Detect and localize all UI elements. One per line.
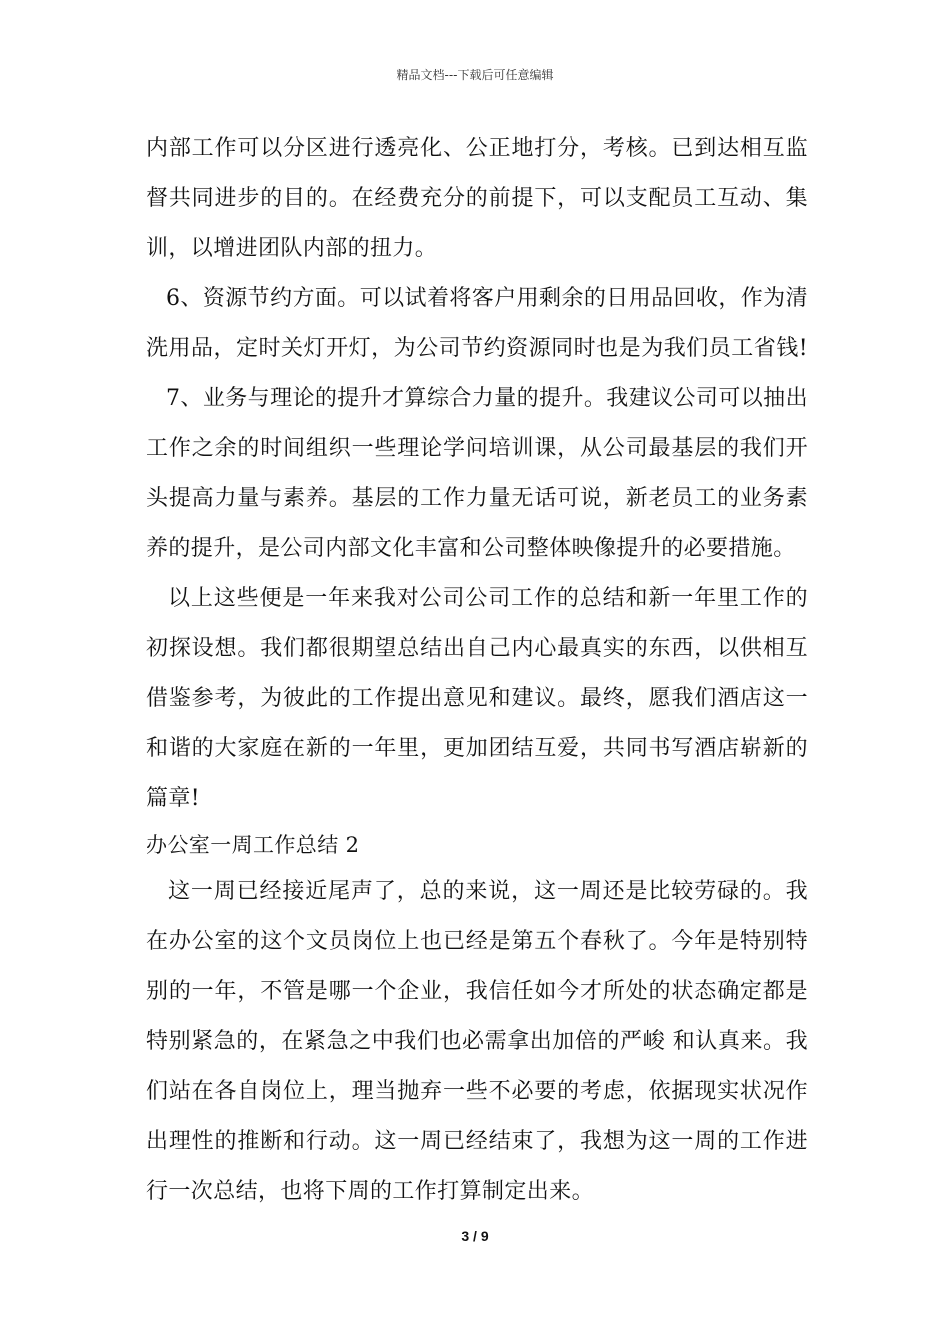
- text-line: 篇章!: [146, 786, 201, 811]
- text-line: 借鉴参考，为彼此的工作提出意见和建议。最终，愿我们酒店这一: [146, 686, 808, 711]
- text-line: 们站在各自岗位上，理当抛弃一些不必要的考虑，依据现实状况作: [146, 1079, 808, 1104]
- page-header: 精品文档---下载后可任意编辑: [396, 68, 554, 82]
- text-line: 这一周已经接近尾声了，总的来说，这一周还是比较劳碌的。我: [168, 879, 808, 904]
- paragraph: [146, 574, 808, 824]
- text-line: 和谐的大家庭在新的一年里，更加团结互爱，共同书写酒店崭新的: [146, 736, 808, 761]
- paragraph: [146, 274, 808, 374]
- text-line: 特别紧急的，在紧急之中我们也必需拿出加倍的严峻 和认真来。我: [146, 1029, 808, 1054]
- text-line: 别的一年，不管是哪一个企业，我信任如今才所处的状态确定都是: [146, 979, 808, 1004]
- text-line: 以上这些便是一年来我对公司公司工作的总结和新一年里工作的: [168, 586, 808, 611]
- text-line: 工作之余的时间组织一些理论学问培训课，从公司最基层的我们开: [146, 436, 808, 461]
- page-number: 3 / 9: [461, 1228, 489, 1244]
- text-line: 督共同进步的目的。在经费充分的前提下，可以支配员工互动、集: [146, 186, 808, 211]
- text-line: 洗用品，定时关灯开灯，为公司节约资源同时也是为我们员工省钱!: [146, 336, 808, 361]
- text-line: 行一次总结，也将下周的工作打算制定出来。: [146, 1179, 595, 1204]
- text-line: 7、业务与理论的提升才算综合力量的提升。我建议公司可以抽出: [166, 386, 808, 411]
- text-line: 6、资源节约方面。可以试着将客户用剩余的日用品回收，作为清: [166, 286, 808, 311]
- paragraph: [146, 374, 808, 574]
- text-line: 训，以增进团队内部的扭力。: [146, 236, 438, 261]
- text-line: 初探设想。我们都很期望总结出自己内心最真实的东西，以供相互: [146, 636, 808, 661]
- text-line: 头提高力量与素养。基层的工作力量无话可说，新老员工的业务素: [146, 486, 808, 511]
- paragraph: [146, 124, 808, 274]
- document-body: [146, 124, 808, 1217]
- paragraph: [146, 867, 808, 1217]
- text-line: 内部工作可以分区进行透亮化、公正地打分，考核。已到达相互监: [146, 136, 808, 161]
- section-heading: 办公室一周工作总结 2: [146, 833, 360, 857]
- text-line: 养的提升，是公司内部文化丰富和公司整体映像提升的必要措施。: [146, 536, 796, 561]
- text-line: 在办公室的这个文员岗位上也已经是第五个春秋了。今年是特别特: [146, 929, 808, 954]
- text-line: 出理性的推断和行动。这一周已经结束了，我想为这一周的工作进: [146, 1129, 808, 1154]
